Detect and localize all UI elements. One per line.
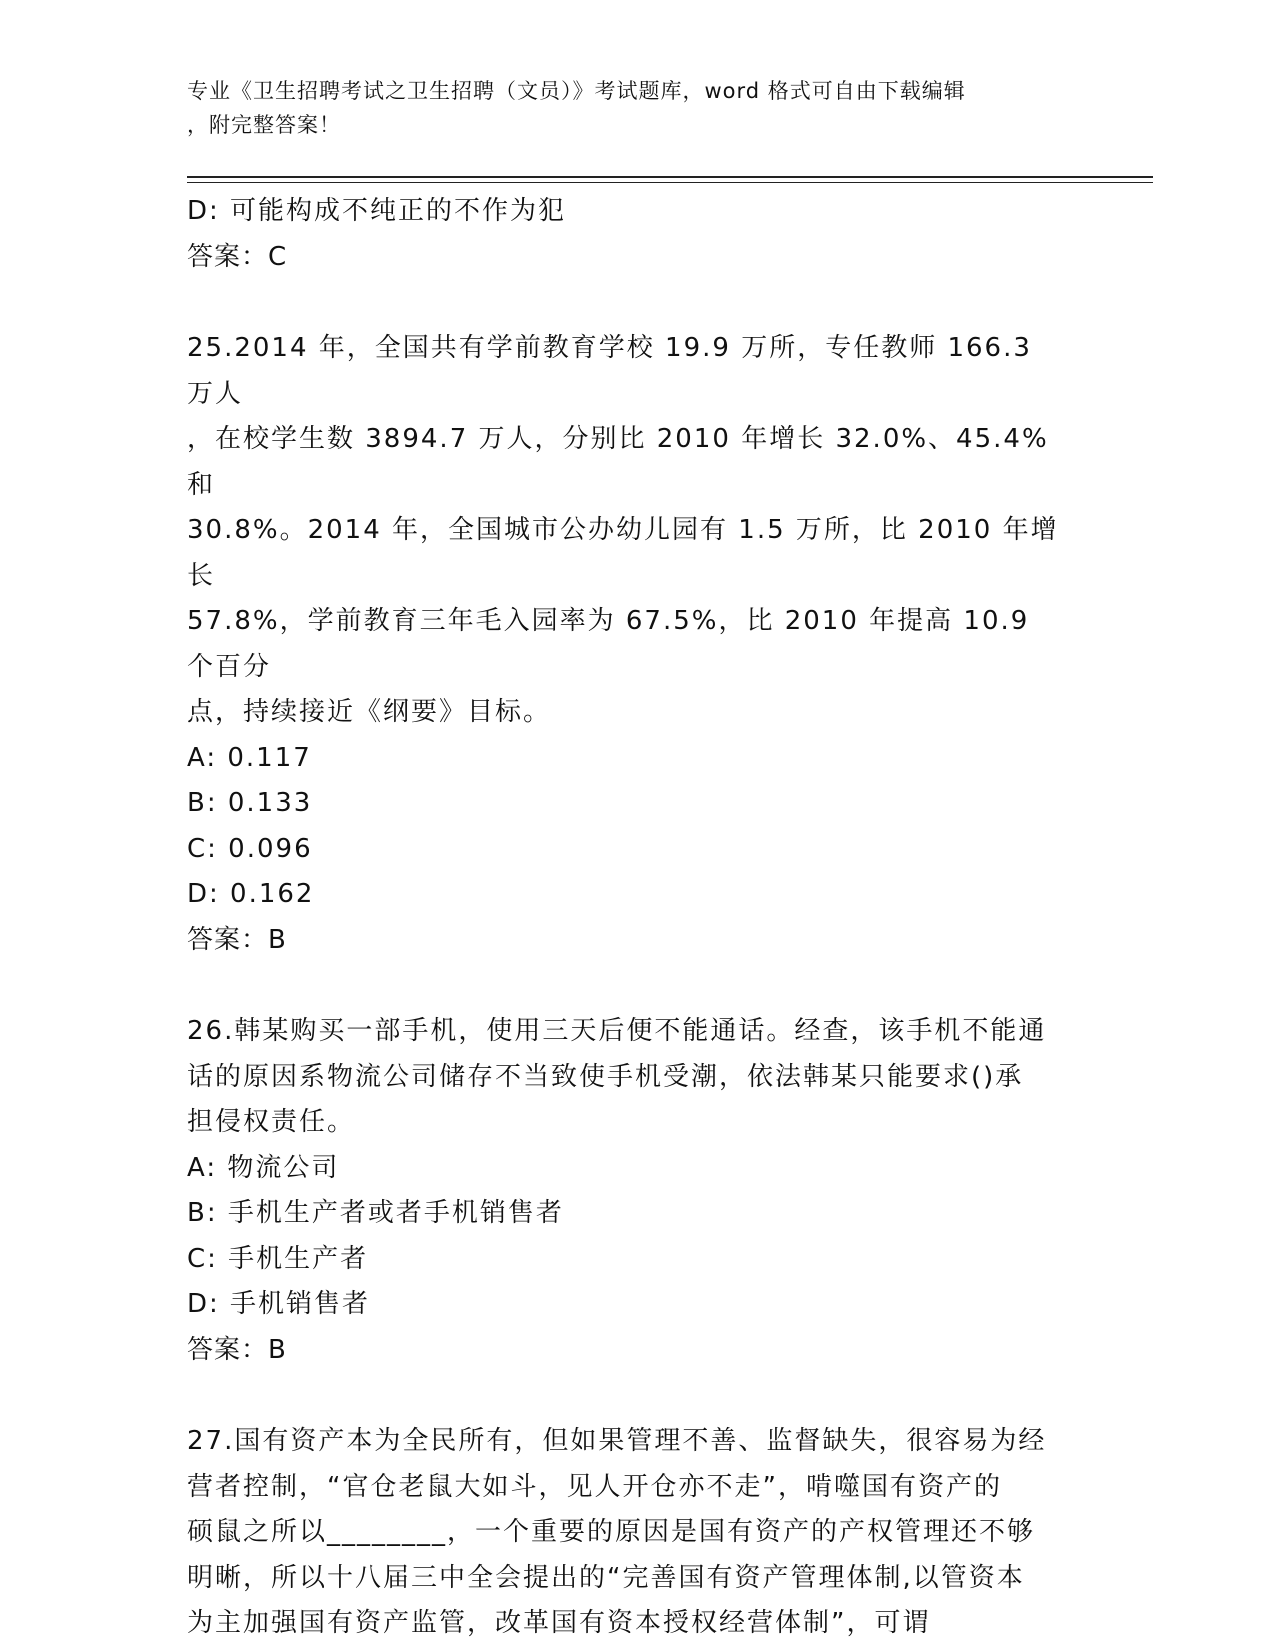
option-c: C: 手机生产者 [187, 1243, 369, 1274]
option-a: A: 0.117 [187, 742, 312, 773]
question-text-line: 营者控制，“官仓老鼠大如斗，见人开仓亦不走”，啃噬国有资产的 [187, 1471, 1002, 1502]
question-text-line: 26.韩某购买一部手机，使用三天后便不能通话。经查，该手机不能通 [187, 1016, 1047, 1046]
header-line: ，附完整答案！ [187, 113, 341, 137]
question-text-line: 点，持续接近《纲要》目标。 [187, 697, 552, 727]
previous-question-tail [187, 189, 1067, 280]
option-a: A: 物流公司 [187, 1152, 340, 1183]
header-line: 专业《卫生招聘考试之卫生招聘（文员）》考试题库，word 格式可自由下载编辑 [187, 79, 966, 103]
question-text-line: 担侵权责任。 [187, 1107, 356, 1137]
question-text-line: 25.2014 年，全国共有学前教育学校 19.9 万所，专任教师 166.3 万人 [187, 333, 1043, 409]
spacer [187, 280, 1067, 326]
question-26 [187, 1009, 1067, 1373]
option-d: D: 可能构成不纯正的不作为犯 [187, 196, 567, 226]
spacer [187, 963, 1067, 1009]
question-text-line: 30.8%。2014 年，全国城市公办幼儿园有 1.5 万所，比 2010 年增长 [187, 515, 1059, 591]
answer-line: 答案：B [187, 924, 287, 955]
question-text-line: 57.8%，学前教育三年毛入园率为 67.5%，比 2010 年提高 10.9 个百分 [187, 606, 1040, 682]
page-header [187, 74, 1067, 142]
document-body [187, 189, 1067, 1647]
question-text-line: 明晰，所以十八届三中全会提出的“完善国有资产管理体制,以管资本 [187, 1562, 1025, 1593]
option-b: B: 0.133 [187, 788, 313, 818]
answer-line: 答案：C [187, 241, 288, 272]
question-25 [187, 326, 1067, 963]
question-text-line: 27.国有资产本为全民所有，但如果管理不善、监督缺失，很容易为经 [187, 1426, 1047, 1456]
header-divider-thick [187, 176, 1153, 178]
header-divider-thin [187, 182, 1153, 183]
question-text-line: ，在校学生数 3894.7 万人，分别比 2010 年增长 32.0%、45.4%和 [187, 424, 1049, 500]
option-c: C: 0.096 [187, 833, 313, 864]
option-b: B: 手机生产者或者手机销售者 [187, 1198, 564, 1228]
question-text-line: 硕鼠之所以________，一个重要的原因是国有资产的产权管理还不够 [187, 1517, 1036, 1547]
question-text-line: 为主加强国有资产监管，改革国有资本授权经营体制”，可谓 [187, 1608, 931, 1638]
question-27 [187, 1419, 1067, 1647]
question-text-line: 话的原因系物流公司储存不当致使手机受潮，依法韩某只能要求()承 [187, 1061, 1024, 1092]
option-d: D: 0.162 [187, 879, 315, 909]
option-d: D: 手机销售者 [187, 1289, 371, 1319]
spacer [187, 1373, 1067, 1419]
answer-line: 答案：B [187, 1334, 287, 1365]
